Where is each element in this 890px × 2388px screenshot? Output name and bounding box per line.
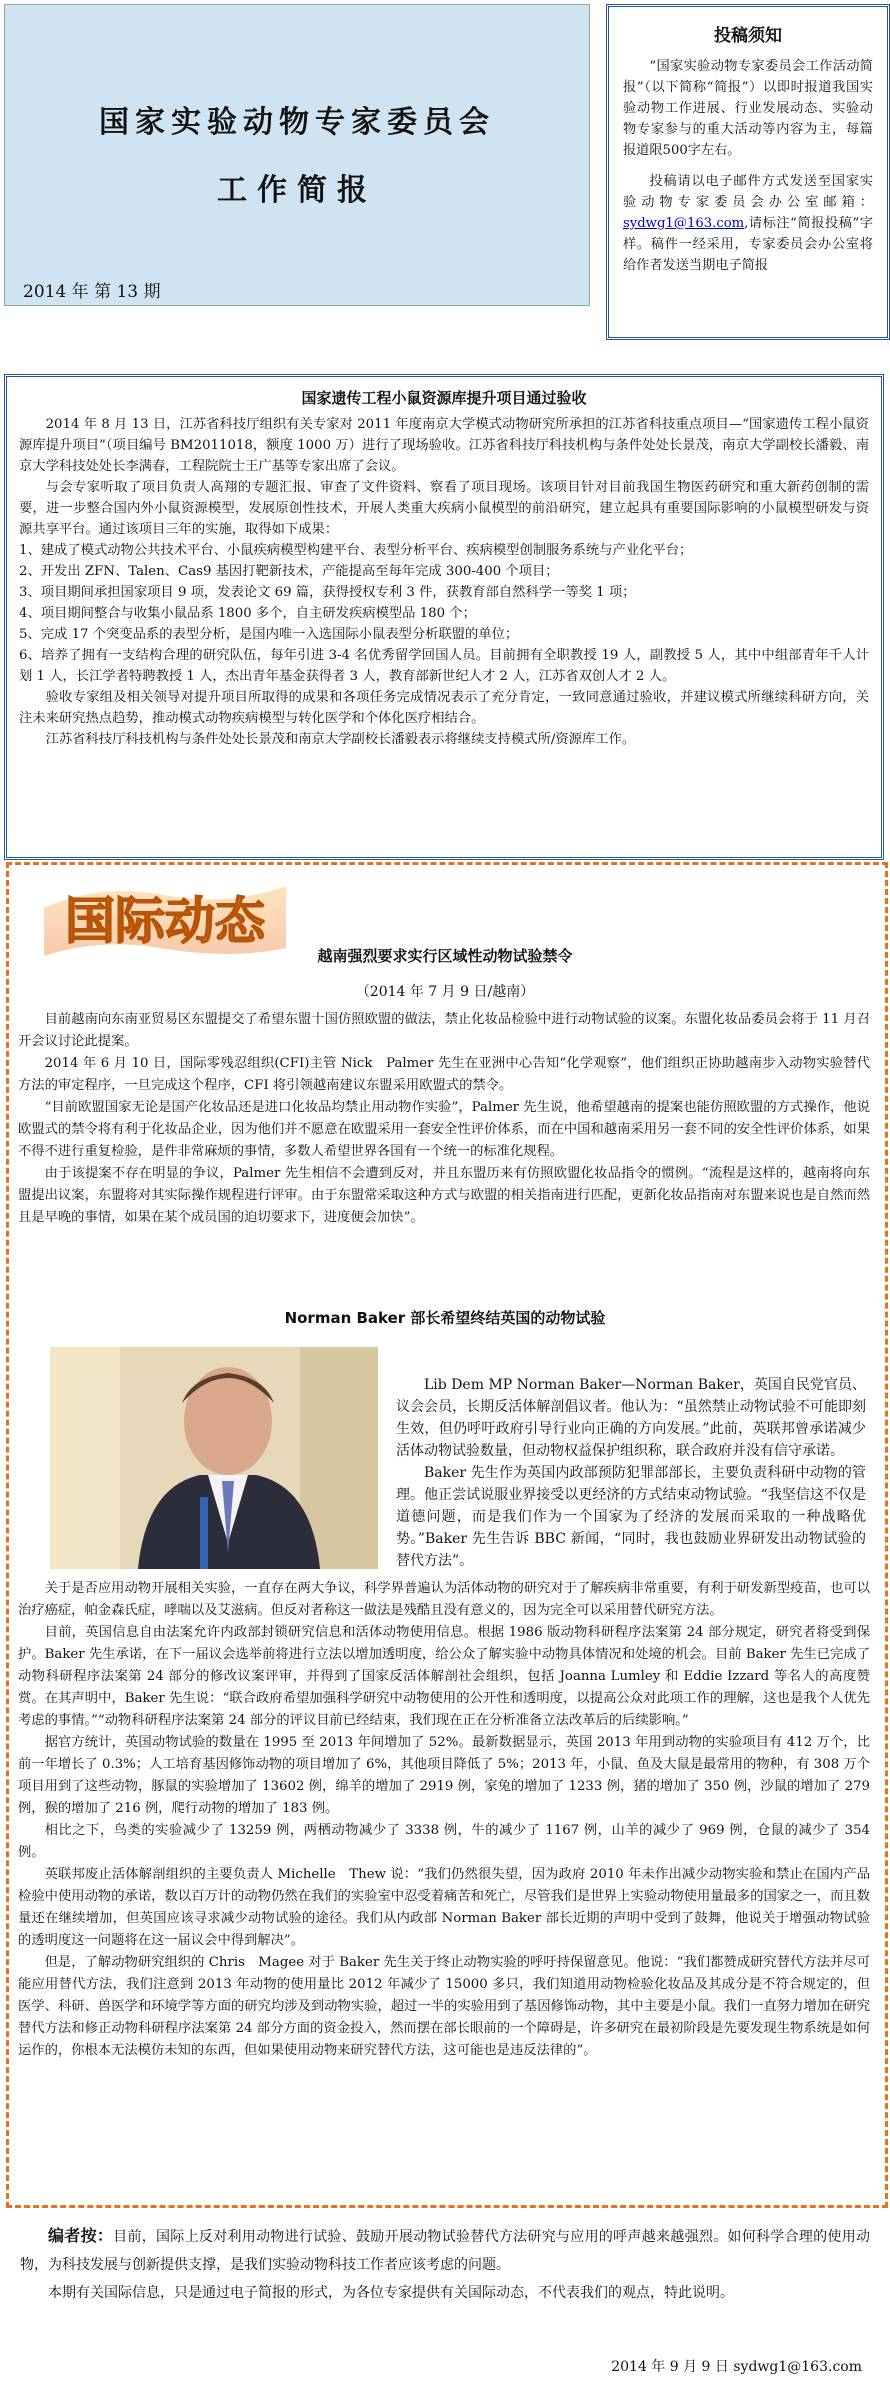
news1-list-item: 2、开发出 ZFN、Talen、Cas9 基因打靶新技术，产能提高至每年完成 300-400 个项目； (19, 564, 559, 579)
article2-side-text (396, 1374, 866, 1572)
article1-paragraph: 目前越南向东南亚贸易区东盟提交了希望东盟十国仿照欧盟的做法，禁止化妆品检验中进行动物试验的议案。东盟化妆品委员会将于 11 月召开会议讨论此提案。 (18, 1012, 870, 1049)
footer-date-email: 2014 年 9 月 9 日 sydwg1@163.com (611, 2359, 862, 2375)
masthead-title: 国家实验动物专家委员会 (99, 105, 495, 140)
article2-paragraph: 但是，了解动物研究组织的 Chris Magee 对于 Baker 先生关于终止动物实验的呼吁持保留意见。他说：“我们都赞成研究替代方法并尽可能应用替代方法，我们注意到 2013 年动物的使用量比 2012 年减少了 15000 多只，我们知道用动物检验化妆品及其成分是不符合规定的，但医学、科研、兽医学和环境学等方面的研究均涉及到动物实验，超过一半的实验用到了基因修饰动物，其中主要是小鼠。我们一直努力增加在研究替代方法和修正动物科研程序法案第 24 部分方面的资金投入，然而摆在部长眼前的一个障碍是，许多研究在最初阶段是先要发现生物系统是如何运作的，你根本无法模仿未知的东西，但如果使用动物来研究替代方法，这可能也是违反法律的”。 (18, 1955, 870, 2058)
issue-number: 2014 年 第 13 期 (23, 282, 161, 302)
notice-paragraph: “国家实验动物专家委员会工作活动简报”（以下简称“简报”）以即时报道我国实验动物工作进展、行业发展动态、实验动物专家参与的重大活动等内容为主，每篇报道限500字左右。 (623, 59, 873, 158)
news1-list-item: 3、项目期间承担国家项目 9 项，发表论文 69 篇，获得授权专利 3 件，获教育部自然科学一等奖 1 项； (19, 585, 636, 600)
article2-paragraph: 关于是否应用动物开展相关实验，一直存在两大争议，科学界普遍认为活体动物的研究对于了解疾病非常重要，有利于研发新型疫苗，也可以治疗癌症，帕金森氏症，哮喘以及艾滋病。但反对者称这一做法是残酷且没有意义的，因为完全可以采用替代研究方法。 (18, 1581, 870, 1618)
article1-title: 越南强烈要求实行区域性动物试验禁令 (317, 947, 573, 965)
notice-paragraph: 投稿请以电子邮件方式发送至国家实验动物专家委员会办公室邮箱：sydwg1@163.com,请标注“简报投稿”字样。稿件一经采用，专家委员会办公室将给作者发送当期电子简报 (623, 174, 873, 273)
notice-title: 投稿须知 (714, 26, 782, 46)
notice-email-link[interactable]: sydwg1@163.com (623, 216, 745, 231)
article1-paragraph: “目前欧盟国家无论是国产化妆品还是进口化妆品均禁止用动物作实验”，Palmer 先生说，他希望越南的提案也能仿照欧盟的方式操作，他说欧盟式的禁令将有利于化妆品企业，因为他们并不愿意在欧盟采用一套安全性评价体系，而在中国和越南采用另一套不同的安全性评价体系，如果不得不进行重复检验，是件非常麻烦的事情，多数人希望世界各国有一个统一的标准化规程。 (18, 1100, 870, 1159)
article2-paragraph: 目前，英国信息自由法案允许内政部封锁研究信息和活体动物使用信息。根据 1986 版动物科研程序法案第 24 部分规定，研究者将受到保护。Baker 先生承诺，在下一届议会选举前将进行立法以增加透明度，给公众了解实验中动物具体情况和处境的机会。目前 Baker 先生已完成了动物科研程序法案第 24 部分的修改议案评审，并得到了国家反活体解剖社会组织，包括 Joanna Lumley 和 Eddie Izzard 等名人的高度赞赏。在其声明中，Baker 先生说：“联合政府希望加强科学研究中动物使用的公开性和透明度，以提高公众对此项工作的理解，这也是我个人优先考虑的事情。”“动物科研程序法案第 24 部分的评议目前已经结束，我们现在正在分析准备立法改革后的后续影响。” (18, 1625, 870, 1728)
news1-paragraph: 2014 年 8 月 13 日，江苏省科技厅组织有关专家对 2011 年度南京大学模式动物研究所承担的江苏省科技重点项目—“国家遗传工程小鼠资源库提升项目”（项目编号 BM2011018，额度 1000 万）进行了现场验收。江苏省科技厅科技机构与条件处处长景茂，南京大学副校长潘毅、南京大学科技处处长李满春，工程院院士王广基等专家出席了会议。 (19, 417, 869, 474)
norman-baker-photo (50, 1347, 378, 1569)
news1-list-item: 6、培养了拥有一支结构合理的研究队伍，每年引进 3-4 名优秀留学回国人员。目前拥有全职教授 19 人，副教授 5 人，其中中组部青年千人计划 1 人，长江学者特聘教授 1 人，杰出青年基金获得者 3 人，教育部新世纪人才 2 人，江苏省双创人才 2 人。 (19, 648, 869, 684)
news1-list-item: 1、建成了模式动物公共技术平台、小鼠疾病模型构建平台、表型分析平台、疾病模型创制服务系统与产业化平台； (19, 543, 693, 558)
news1-paragraph: 与会专家听取了项目负责人高翔的专题汇报、审查了文件资料、察看了项目现场。该项目针对目前我国生物医药研究和重大新药创制的需要，进一步整合国内外小鼠资源模型，发展原创性技术，开展人类重大疾病小鼠模型的前沿研究，建立起具有重要国际影响的小鼠模型研发与资源共享平台。通过该项目三年的实施，取得如下成果： (19, 480, 869, 537)
article1-paragraph: 2014 年 6 月 10 日，国际零残忍组织(CFI)主管 Nick Palmer 先生在亚洲中心告知“化学观察”，他们组织正协助越南步入动物实验替代方法的审定程序，一旦完成这个程序，CFI 将引领越南建议东盟采用欧盟式的禁令。 (18, 1056, 870, 1093)
article2-paragraph: 英联邦废止活体解剖组织的主要负责人 Michelle Thew 说：“我们仍然很失望，因为政府 2010 年未作出减少动物实验和禁止在国内产品检验中使用动物的承诺，数以百万计的动物仍然在我们的实验室中忍受着痛苦和死亡，尽管我们是世界上实验动物使用量最多的国家之一，而且数量还在继续增加，但英国应该寻求减少动物试验的途径。我们从内政部 Norman Baker 部长近期的声明中受到了鼓舞，他说关于增强动物试验的透明度这一问题将在这一届议会中得到解决”。 (18, 1867, 870, 1948)
masthead-subtitle: 工作简报 (217, 173, 377, 208)
article2-body (18, 1578, 870, 2062)
article2-paragraph: 相比之下，鸟类的实验减少了 13259 例，两栖动物减少了 3338 例，牛的减少了 1167 例，山羊的减少了 969 例，仓鼠的减少了 354 例。 (18, 1823, 870, 1860)
article2-title: Norman Baker 部长希望终结英国的动物试验 (284, 1309, 606, 1327)
domestic-news-section (4, 374, 884, 860)
editor-note-label: 编者按： (48, 2226, 114, 2245)
news1-paragraph: 江苏省科技厅科技机构与条件处处长景茂和南京大学副校长潘毅表示将继续支持模式所/资源库工作。 (45, 732, 636, 747)
article2-paragraph: Lib Dem MP Norman Baker—Norman Baker，英国自民党官员、议会会员，长期反活体解剖倡议者。他认为：“虽然禁止动物试验不可能即刻生效，但仍呼吁政府引导行业向正确的方向发展。”此前，英联邦曾承诺减少活体动物试验数量，但动物权益保护组织称，联合政府并没有信守承诺。 (396, 1377, 866, 1459)
article1-paragraph: 由于该提案不存在明显的争议，Palmer 先生相信不会遭到反对，并且东盟历来有仿照欧盟化妆品指令的惯例。“流程是这样的，越南将向东盟提出议案，东盟将对其实际操作规程进行评审。由于东盟常采取这种方式与欧盟的相关指南进行匹配，更新化妆品指南对东盟来说也是自然而然且是早晚的事情，如果在某个成员国的迫切要求下，进度便会加快”。 (18, 1166, 870, 1225)
article2-paragraph: 据官方统计，英国动物试验的数量在 1995 至 2013 年间增加了 52%。最新数据显示，英国 2013 年用到动物的实验项目有 412 万个，比前一年增长了 0.3%；人工培育基因修饰动物的项目增加了 6%，其他项目降低了 5%；2013 年，小鼠、鱼及大鼠是最常用的物种，有 308 万个项目用到了这些动物，豚鼠的实验增加了 13602 例，绵羊的增加了 2919 例，家兔的增加了 1233 例，猪的增加了 350 例，沙鼠的增加了 279 例，猴的增加了 216 例，爬行动物的增加了 183 例。 (18, 1735, 870, 1816)
article1-body (18, 1009, 870, 1229)
editor-note-paragraph: 编者按：目前，国际上反对利用动物进行试验、鼓励开展动物试验替代方法研究与应用的呼声越来越强烈。如何科学合理的使用动物，为科技发展与创新提供支撑，是我们实验动物科技工作者应该考虑的问题。 (20, 2226, 870, 2273)
article1-date: （2014 年 7 月 9 日/越南） (355, 984, 535, 1000)
news1-list-item: 5、完成 17 个突变品系的表型分析，是国内唯一入选国际小鼠表型分析联盟的单位； (19, 627, 519, 642)
article2-paragraph: Baker 先生作为英国内政部预防犯罪部部长，主要负责科研中动物的管理。他正尝试说服业界接受以更经济的方式结束动物试验。“我坚信这不仅是道德问题，而是我们作为一个国家为了经济的发展而采取的一种战略优势。”Baker 先生告诉 BBC 新闻，“同时，我也鼓励业界研发出动物试验的替代方法”。 (396, 1465, 866, 1569)
news1-body (19, 414, 869, 750)
editor-note-paragraph: 本期有关国际信息，只是通过电子简报的形式，为各位专家提供有关国际动态，不代表我们的观点，特此说明。 (48, 2285, 734, 2301)
intl-banner-text: 国际动态 (65, 892, 265, 950)
news1-paragraph: 验收专家组及相关领导对提升项目所取得的成果和各项任务完成情况表示了充分肯定，一致同意通过验收，并建议模式所继续科研方向，关注未来研究热点趋势，推动模式动物疾病模型与转化医学和个体化医疗相结合。 (19, 690, 869, 726)
news1-list-item: 4、项目期间整合与收集小鼠品系 1800 多个，自主研发疾病模型品 180 个； (19, 606, 476, 621)
editor-note (20, 2222, 870, 2307)
submission-notice (606, 4, 890, 340)
news1-title: 国家遗传工程小鼠资源库提升项目通过验收 (301, 389, 587, 407)
masthead (4, 4, 590, 306)
